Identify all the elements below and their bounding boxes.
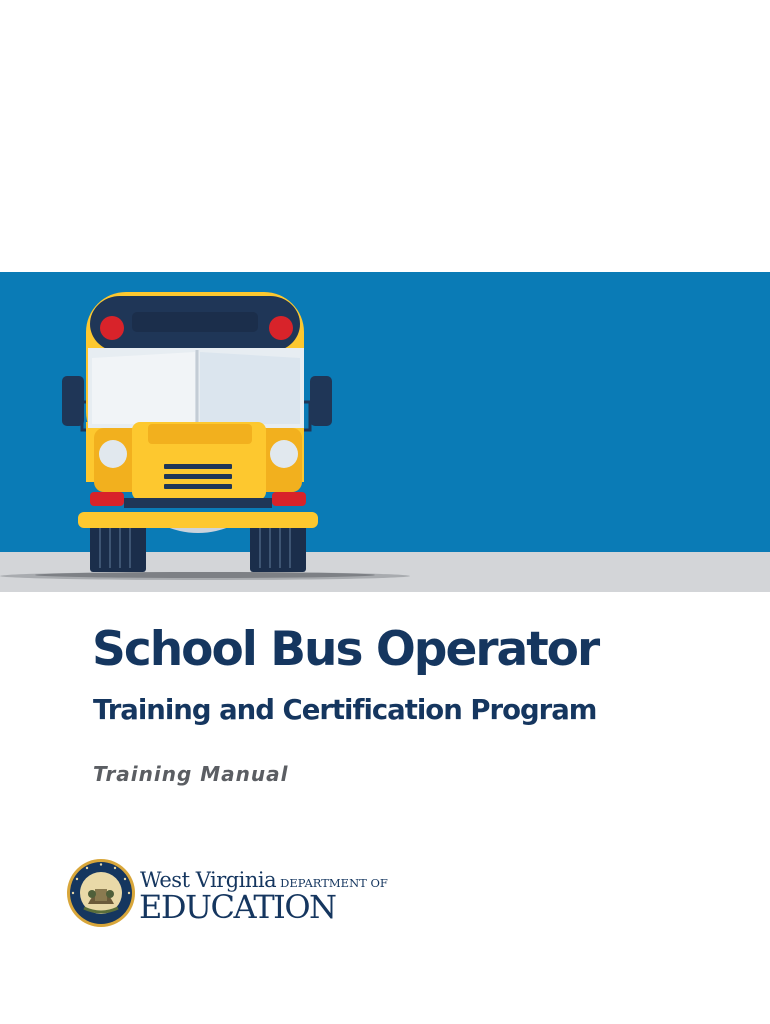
document-subtitle: Training and Certification Program (93, 694, 597, 726)
document-title: School Bus Operator (92, 622, 599, 677)
education-wordmark: EDUCATION (139, 888, 336, 926)
state-name: West Virginia (140, 868, 277, 892)
document-type: Training Manual (93, 762, 289, 786)
state-seal-icon (66, 858, 136, 928)
school-bus-icon (0, 272, 420, 592)
department-label: DEPARTMENT OF (280, 876, 388, 890)
